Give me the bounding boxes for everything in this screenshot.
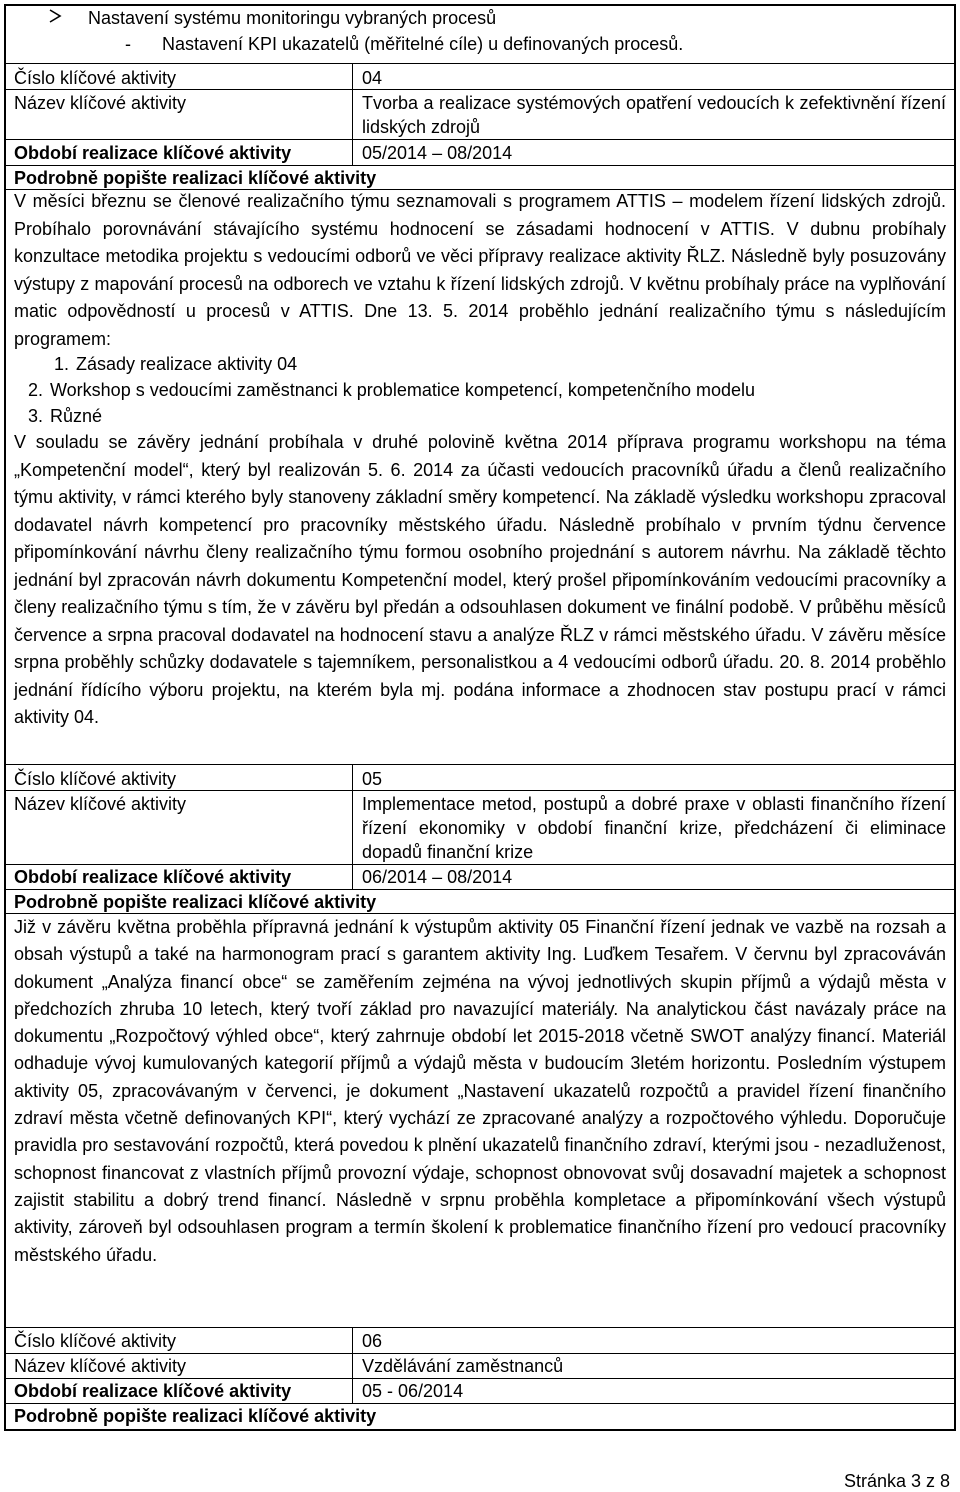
activity06-describe-row bbox=[6, 1403, 954, 1429]
activity05-number-row bbox=[6, 764, 954, 790]
activity-period-value: 06/2014 – 08/2014 bbox=[362, 867, 513, 887]
intro-item-1 bbox=[14, 6, 946, 32]
activity04-name-row bbox=[6, 89, 954, 139]
activity04-paragraph-1: V měsíci březnu se členové realizačního týmu seznamovali s programem ATTIS – modelem řízení lidských zdrojů. Probíhalo porovnávání stávajícího systému hodnocení se zásadami hodnocení v ATTIS. V dubnu probíhaly konzultace metodika projektu s vedoucími odborů ve věci přípravy realizace aktivity ŘLZ. Následně byly posuzovány výstupy z mapování procesů na odborech ve vztahu k řízení lidských zdrojů. V květnu probíhaly práce na vyplňování matic odpovědností u procesů v ATTIS. Dne 13. 5. 2014 proběhlo jednání realizačního týmu s následujícím programem: bbox=[14, 191, 946, 349]
activity-period-value: 05/2014 – 08/2014 bbox=[362, 143, 513, 163]
activity-period-label: Období realizace klíčové aktivity bbox=[14, 143, 292, 163]
activity-number-value: 04 bbox=[362, 68, 383, 88]
intro-item-2-text: Nastavení KPI ukazatelů (měřitelné cíle) u definovaných procesů. bbox=[162, 34, 684, 54]
activity04-paragraph-2: V souladu se závěry jednání probíhala v druhé polovině května 2014 příprava programu workshopu na téma „Kompetenční model“, který byl realizován 5. 6. 2014 za účasti vedoucích pracovníků úřadu a členů realizačního týmu aktivity, v rámci kterého byly stanoveny základní směry kompetencí. Na základě výsledku workshopu zpracoval dodavatel návrh kompetencí pro pracovníky městského úřadu. Následně probíhalo v prvním týdnu července připomínkování návrhu členy realizačního týmu formou osobního projednání s autorem návrhu. Na základě těchto jednání byl zpracován návrh dokumentu Kompetenční model, který prošel připomínkováním vedoucími pracovníky a členy realizačního týmu s tím, že v závěru byl předán a odsouhlasen dokument ve finální podobě. V průběhu měsíců července a srpna pracoval dodavatel na hodnocení stavu a analýze ŘLZ v rámci městského úřadu. V závěru měsíce srpna proběhly schůzky dodavatele s tajemníkem, personalistkou a 4 vedoucími odborů úřadu. 20. 8. 2014 proběhlo jednání řídícího výboru projektu, na kterém byla mj. podána informace a zhodnocen stav postupu prací v rámci aktivity 04. bbox=[14, 432, 946, 727]
activity05-describe-row bbox=[6, 889, 954, 914]
activity05-period-row bbox=[6, 864, 954, 889]
arrowhead-bullet-icon bbox=[48, 6, 62, 30]
activity06-name-row bbox=[6, 1353, 954, 1378]
activity-name-label: Název klíčové aktivity bbox=[14, 1356, 187, 1376]
activity05-paragraph: Již v závěru května proběhla přípravná jednání k výstupům aktivity 05 Finanční řízení jednak ve vazbě na rozsah a obsah výstupů a také na harmonogram prací s garantem aktivity Ing. Luďkem Tesařem. V červnu byl zpracováván dokument „Analýza financí obce“ se zaměřením zejména na vývoj jednotlivých skupin příjmů a výdajů města v předchozích zhruba 10 letech, který tvoří základ pro navazující materiály. Na analytickou část navázaly práce na dokumentu „Rozpočtový výhled obce“, který zahrnuje období let 2015-2018 včetně SWOT analýzy financí. Materiál odhaduje vývoj kumulovaných kategorií příjmů a výdajů města v budoucím 3letém horizontu. Posledním výstupem aktivity 05, zpracovávaným v červenci, je dokument „Nastavení ukazatelů rozpočtů a pravidel řízení finančního zdraví města včetně definovaných KPI“, který vychází ze zpracované analýzy a rozpočtového výhledu. Doporučuje pravidla pro sestavování rozpočtů, která povedou k plnění ukazatelů finančního zdraví, kterými jsou - nezadluženost, schopnost financovat z vlastních příjmů provozní výdaje, schopnost obnovovat svůj dosavadní majetek a schopnost zajistit stabilitu a dobrý trend financí. Následně v srpnu proběhla kompletace a připomínkování všech výstupů aktivity, zároveň byl odsouhlasen program a termín školení k problematice finančního řízení pro vedoucí pracovníky městského úřadu. bbox=[14, 917, 946, 1265]
activity05-description bbox=[6, 913, 954, 1327]
activity04-period-row bbox=[6, 139, 954, 165]
list-item: 3. Různé bbox=[28, 406, 103, 426]
activity-name-value: Implementace metod, postupů a dobré praxe v oblasti finančního řízení řízení ekonomiky v období finanční krize, předcházení či eliminace dopadů finanční krize bbox=[362, 794, 946, 862]
intro-item-2 bbox=[14, 32, 946, 56]
list-item: 1. Zásady realizace aktivity 04 bbox=[54, 354, 298, 374]
activity05-name-row bbox=[6, 790, 954, 864]
activity-number-label: Číslo klíčové aktivity bbox=[14, 68, 177, 88]
activity-describe-label: Podrobně popište realizaci klíčové aktivity bbox=[14, 1406, 377, 1426]
activity06-period-row bbox=[6, 1378, 954, 1403]
activity04-agenda-list bbox=[14, 351, 946, 429]
activity04-number-row bbox=[6, 63, 954, 89]
activity04-description bbox=[6, 189, 954, 764]
activity-period-label: Období realizace klíčové aktivity bbox=[14, 867, 292, 887]
activity06-number-row bbox=[6, 1327, 954, 1353]
activity-name-label: Název klíčové aktivity bbox=[14, 93, 187, 113]
activity-number-value: 06 bbox=[362, 1331, 383, 1351]
activity-name-value: Tvorba a realizace systémových opatření vedoucích k zefektivnění řízení lidských zdrojů bbox=[362, 93, 946, 137]
activity-name-value: Vzdělávání zaměstnanců bbox=[362, 1356, 564, 1376]
intro-item-2-dash: - bbox=[125, 34, 131, 54]
activity-describe-label: Podrobně popište realizaci klíčové aktivity bbox=[14, 168, 377, 188]
activity-name-label: Název klíčové aktivity bbox=[14, 794, 187, 814]
activity-number-value: 05 bbox=[362, 769, 383, 789]
activity-number-label: Číslo klíčové aktivity bbox=[14, 769, 177, 789]
intro-list bbox=[14, 6, 946, 56]
list-item: 2. Workshop s vedoucími zaměstnanci k problematice kompetencí, kompetenčního modelu bbox=[28, 380, 756, 400]
intro-item-1-text: Nastavení systému monitoringu vybraných procesů bbox=[88, 8, 497, 28]
activity-number-label: Číslo klíčové aktivity bbox=[14, 1331, 177, 1351]
activity-describe-label: Podrobně popište realizaci klíčové aktivity bbox=[14, 892, 377, 912]
page-number: Stránka 3 z 8 bbox=[843, 1471, 950, 1491]
activity-period-label: Období realizace klíčové aktivity bbox=[14, 1381, 292, 1401]
activity-period-value: 05 - 06/2014 bbox=[362, 1381, 464, 1401]
